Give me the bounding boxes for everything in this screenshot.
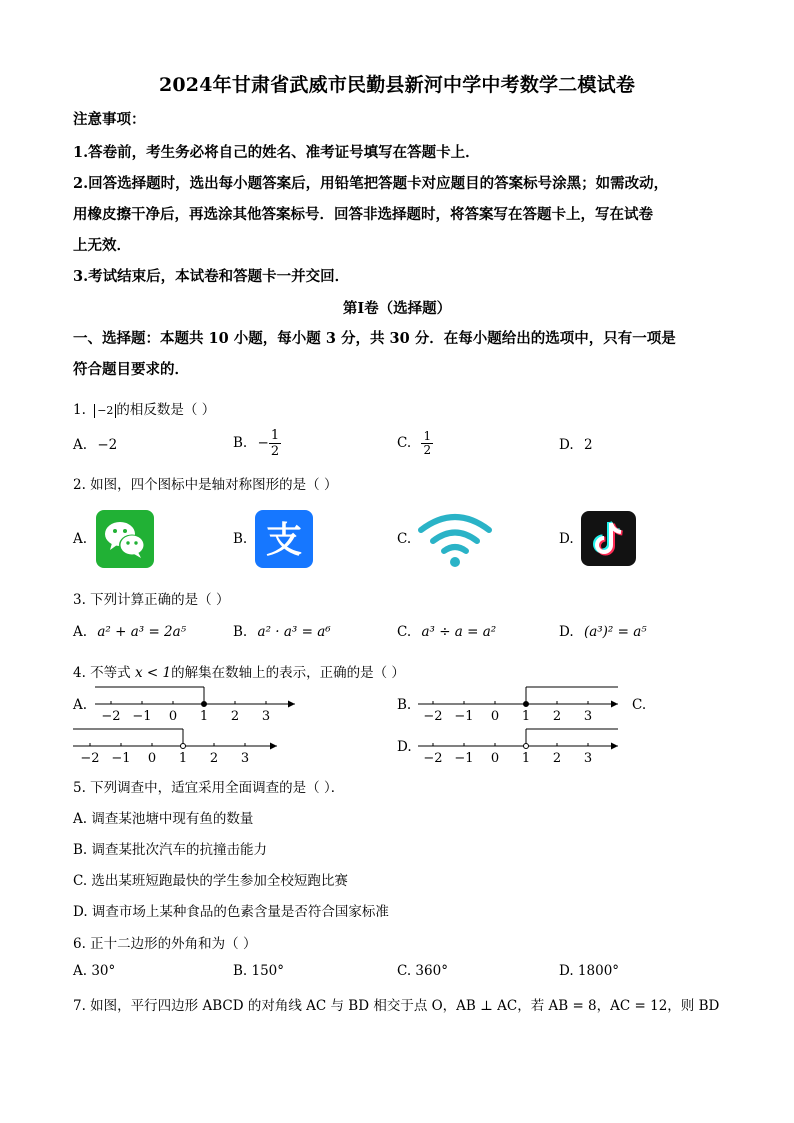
notice-heading: 注意事项： (73, 111, 146, 128)
question-2: 2. 如图，四个图标中是轴对称图形的是（ ） (73, 477, 338, 493)
number-lines (0, 680, 794, 770)
tick-label: −2 (423, 709, 443, 724)
notice-item-2-line-3: 上无效． (73, 237, 131, 254)
question-3: 3. 下列计算正确的是（ ） (73, 592, 230, 608)
q1-option-a-label: A. (73, 437, 88, 453)
tick-label: 1 (178, 751, 188, 766)
question-4-text-before: 4. 不等式 (73, 665, 131, 681)
q1-option-b-fraction (269, 428, 281, 459)
q5-option-c: C. 选出某班短跑最快的学生参加全校短跑比赛 (73, 873, 348, 889)
q2-option-b-label: B. (233, 531, 248, 547)
q3-option-b-label: B. (233, 624, 248, 640)
q3-option-d (559, 624, 647, 640)
tick-label: 3 (583, 709, 593, 724)
q3-option-d-formula: (a³)² = a⁵ (583, 624, 647, 640)
question-7: 7. 如图，平行四边形 ABCD 的对角线 AC 与 BD 相交于点 O，AB ⊥ AC，若 AB = 8，AC = 12，则 BD (73, 998, 720, 1014)
q4-option-c-label: C. (632, 697, 647, 713)
q3-option-b (233, 624, 331, 640)
notice-item-2-line-2: 用橡皮擦干净后，再选涂其他答案标号．回答非选择题时，将答案写在答题卡上，写在试卷 (73, 206, 653, 223)
q1-option-a-value: −2 (97, 437, 118, 453)
notice-item-3: 3.考试结束后，本试卷和答题卡一并交回． (73, 268, 350, 285)
tick-label: 3 (240, 751, 250, 766)
question-1-text: 的相反数是（ ） (116, 402, 216, 418)
q3-option-a (73, 624, 186, 640)
q3-option-a-label: A. (73, 624, 88, 640)
q5-option-b: B. 调查某批次汽车的抗撞击能力 (73, 842, 268, 858)
question-4-inequality: x < 1 (134, 665, 172, 681)
tick-label: 1 (199, 709, 209, 724)
alipay-icon (255, 510, 313, 568)
q1-option-d-label: D. (559, 437, 574, 453)
tick-label: 0 (147, 751, 157, 766)
q4-option-d-label: D. (397, 739, 412, 755)
number-line-c (73, 729, 277, 766)
tick-label: 2 (552, 709, 562, 724)
absolute-value: −2 (94, 404, 116, 418)
filled-dot (202, 702, 207, 707)
q4-option-b-label: B. (397, 697, 412, 713)
q5-option-d: D. 调查市场上某种食品的色素含量是否符合国家标准 (73, 904, 389, 920)
axis-arrow (611, 743, 618, 750)
wifi-icon (415, 510, 495, 570)
number-line-b (418, 687, 618, 724)
q1-option-a (73, 437, 117, 453)
tick-label: 2 (230, 709, 240, 724)
tick-label: 3 (583, 751, 593, 766)
q2-option-d-label: D. (559, 531, 574, 547)
question-4 (73, 661, 405, 681)
q2-option-a-label: A. (73, 531, 88, 547)
tick-label: 0 (490, 709, 500, 724)
q1-option-d (559, 437, 593, 453)
wechat-icon (96, 510, 154, 568)
q2-option-c-label: C. (397, 531, 412, 547)
q1-option-c-numerator: 1 (423, 429, 432, 443)
tick-label: −2 (101, 709, 121, 724)
q6-option-d: D. 1800° (559, 963, 620, 979)
open-dot (181, 744, 186, 749)
open-dot (524, 744, 529, 749)
q1-option-b-sign: − (257, 435, 269, 451)
q6-option-c: C. 360° (397, 963, 448, 979)
q1-option-d-value: 2 (583, 437, 593, 453)
axis-arrow (288, 701, 295, 708)
tick-label: 2 (209, 751, 219, 766)
q3-option-d-label: D. (559, 624, 574, 640)
notice-item-2-line-1: 2.回答选择题时，选出每小题答案后，用铅笔把答题卡对应题目的答案标号涂黑；如需改动， (73, 175, 669, 192)
q3-option-c-formula: a³ ÷ a = a² (421, 624, 497, 640)
tick-label: 2 (552, 751, 562, 766)
tick-label: 1 (521, 709, 531, 724)
part1-line-2: 符合题目要求的． (73, 361, 189, 378)
q1-option-c-label: C. (397, 435, 412, 451)
axis-arrow (270, 743, 277, 750)
q3-option-b-formula: a² · a³ = a⁶ (257, 624, 331, 640)
q1-option-c-denominator: 2 (423, 443, 432, 457)
q1-option-b-denominator: 2 (270, 444, 280, 459)
filled-dot (524, 702, 529, 707)
tiktok-icon (581, 511, 636, 566)
q5-option-a: A. 调查某池塘中现有鱼的数量 (73, 811, 254, 827)
q6-option-b: B. 150° (233, 963, 285, 979)
q6-option-a: A. 30° (73, 963, 116, 979)
alipay-icon-glyph: 支 (265, 520, 303, 561)
tick-label: 0 (168, 709, 178, 724)
q3-option-c (397, 624, 496, 640)
number-line-a (95, 687, 295, 724)
tick-label: −1 (454, 709, 474, 724)
tick-label: −2 (423, 751, 443, 766)
q1-option-c (397, 430, 433, 457)
axis-arrow (611, 701, 618, 708)
q1-option-b (233, 428, 281, 459)
tick-label: 3 (261, 709, 271, 724)
number-line-d (418, 729, 618, 766)
tick-label: −1 (111, 751, 131, 766)
q1-option-b-label: B. (233, 435, 248, 451)
q3-option-c-label: C. (397, 624, 412, 640)
q4-option-a-label: A. (73, 697, 88, 713)
question-1-number: 1. (73, 402, 86, 418)
exam-title: 2024年甘肃省武威市民勤县新河中学中考数学二模试卷 (158, 74, 636, 96)
notice-item-1: 1.答卷前，考生务必将自己的姓名、准考证号填写在答题卡上． (73, 144, 480, 161)
tick-label: −2 (80, 751, 100, 766)
q1-option-c-fraction (421, 430, 433, 457)
tick-label: −1 (132, 709, 152, 724)
tick-label: 1 (521, 751, 531, 766)
tick-label: −1 (454, 751, 474, 766)
question-5: 5. 下列调查中，适宜采用全面调查的是（ ）． (73, 780, 345, 796)
q3-option-a-formula: a² + a³ = 2a⁵ (97, 624, 187, 640)
question-6: 6. 正十二边形的外角和为（ ） (73, 936, 257, 952)
section-title: 第Ⅰ卷（选择题） (342, 300, 452, 317)
question-4-text-after: 的解集在数轴上的表示，正确的是（ ） (171, 665, 405, 681)
question-1 (73, 398, 215, 418)
part1-line-1: 一、选择题：本题共 10 小题，每小题 3 分，共 30 分．在每小题给出的选项中，只有一项是 (73, 330, 676, 347)
tick-label: 0 (490, 751, 500, 766)
q1-option-b-numerator: 1 (270, 428, 280, 443)
